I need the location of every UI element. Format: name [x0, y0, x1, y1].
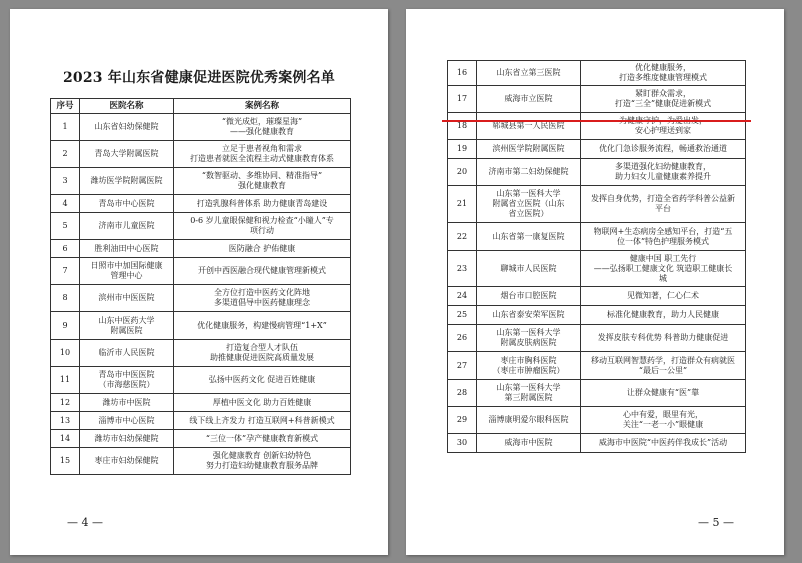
row-case: 见微知著，仁心仁术 [581, 287, 746, 306]
row-case: 多渠道强化妇幼健康教育， 助力妇女儿童健康素养提升 [581, 159, 746, 186]
header-hospital: 医院名称 [80, 99, 174, 114]
row-case: 优化门急诊服务流程，畅通救治通道 [581, 140, 746, 159]
row-seq: 30 [448, 434, 477, 453]
table-row [448, 223, 746, 251]
row-seq: 16 [448, 61, 477, 86]
row-case: 立足于患者视角和需求 打造患者就医全流程主动式健康教育体系 [174, 141, 351, 168]
table-row [448, 61, 746, 86]
row-seq: 13 [51, 412, 80, 430]
table-row [51, 430, 351, 448]
row-seq: 5 [51, 213, 80, 240]
row-case: 强化健康教育 创新妇幼特色 努力打造妇幼健康教育服务品牌 [174, 448, 351, 475]
row-hospital: 山东第一医科大学 附属皮肤病医院 [477, 325, 581, 352]
table-row [448, 86, 746, 113]
row-hospital: 山东省第一康复医院 [477, 223, 581, 251]
row-hospital: 济南市儿童医院 [80, 213, 174, 240]
table-row [51, 213, 351, 240]
row-case: 优化健康服务， 打造多维度健康管理模式 [581, 61, 746, 86]
row-case: 优化健康服务，构建慢病管理“1+X” [174, 312, 351, 340]
table-row [51, 394, 351, 412]
row-hospital: 山东省泰安荣军医院 [477, 306, 581, 325]
row-case: 全方位打造中医药文化阵地 多渠道倡导中医药健康理念 [174, 285, 351, 312]
case-table-left [50, 98, 351, 475]
row-seq: 3 [51, 168, 80, 195]
row-case: 标准化健康教育，助力人民健康 [581, 306, 746, 325]
row-seq: 19 [448, 140, 477, 159]
table-row [51, 168, 351, 195]
row-hospital: 青岛大学附属医院 [80, 141, 174, 168]
table-row [51, 340, 351, 367]
row-case: 线下线上齐发力 打造互联网+科普新模式 [174, 412, 351, 430]
row-case: 厚植中医文化 助力百姓健康 [174, 394, 351, 412]
document-page-left [10, 9, 388, 555]
row-hospital: 青岛市中心医院 [80, 195, 174, 213]
row-case: “数智驱动、多维协同、精准指导” 强化健康教育 [174, 168, 351, 195]
row-hospital: 枣庄市妇幼保健院 [80, 448, 174, 475]
table-row [51, 195, 351, 213]
row-seq: 26 [448, 325, 477, 352]
row-seq: 11 [51, 367, 80, 394]
row-seq: 25 [448, 306, 477, 325]
row-seq: 1 [51, 114, 80, 141]
row-hospital: 山东省妇幼保健院 [80, 114, 174, 141]
row-seq: 7 [51, 258, 80, 285]
case-table-right [447, 60, 746, 453]
page-number: — 5 — [698, 516, 734, 529]
row-case: 开创中西医融合现代健康管理新模式 [174, 258, 351, 285]
row-seq: 22 [448, 223, 477, 251]
row-hospital: 山东省立第三医院 [477, 61, 581, 86]
row-seq: 27 [448, 352, 477, 380]
row-case: 紧盯群众需求， 打造“三全”健康促进新模式 [581, 86, 746, 113]
row-case: 为健康守护，为爱出发， 安心护理送到家 [581, 113, 746, 140]
row-hospital: 潍坊市妇幼保健院 [80, 430, 174, 448]
row-hospital: 济南市第二妇幼保健院 [477, 159, 581, 186]
row-hospital: 郓城县第一人民医院 [477, 113, 581, 140]
table-row [448, 306, 746, 325]
row-seq: 12 [51, 394, 80, 412]
table-row [448, 352, 746, 380]
document-title: 2023 年山东省健康促进医院优秀案例名单 [62, 70, 336, 86]
header-seq: 序号 [51, 99, 80, 114]
row-hospital: 山东第一医科大学 附属省立医院（山东 省立医院） [477, 186, 581, 223]
table-row [51, 285, 351, 312]
row-hospital: 烟台市口腔医院 [477, 287, 581, 306]
row-hospital: 山东中医药大学 附属医院 [80, 312, 174, 340]
row-seq: 10 [51, 340, 80, 367]
table-row [448, 251, 746, 287]
row-seq: 8 [51, 285, 80, 312]
row-hospital: 滨州市中医医院 [80, 285, 174, 312]
row-hospital: 青岛市中医医院 （市海慈医院） [80, 367, 174, 394]
document-page-right [406, 9, 784, 555]
row-hospital: 胜利油田中心医院 [80, 240, 174, 258]
row-seq: 24 [448, 287, 477, 306]
row-seq: 2 [51, 141, 80, 168]
row-seq: 21 [448, 186, 477, 223]
row-case: 移动互联网智慧药学，打造群众有病就医 “最后一公里” [581, 352, 746, 380]
row-seq: 20 [448, 159, 477, 186]
row-case: 打造乳腺科普体系 助力健康青岛建设 [174, 195, 351, 213]
row-seq: 6 [51, 240, 80, 258]
table-row [51, 312, 351, 340]
row-hospital: 潍坊市中医院 [80, 394, 174, 412]
table-row [448, 325, 746, 352]
table-row [51, 258, 351, 285]
row-hospital: 威海市立医院 [477, 86, 581, 113]
row-hospital: 临沂市人民医院 [80, 340, 174, 367]
table-header-row [51, 99, 351, 114]
table-row [448, 407, 746, 434]
table-row [448, 186, 746, 223]
row-case: 发挥自身优势，打造全省药学科普公益新 平台 [581, 186, 746, 223]
row-hospital: 滨州医学院附属医院 [477, 140, 581, 159]
table-row [448, 113, 746, 140]
table-row [51, 367, 351, 394]
row-case: 打造复合型人才队伍 助推健康促进医院高质量发展 [174, 340, 351, 367]
row-hospital: 潍坊医学院附属医院 [80, 168, 174, 195]
table-row [448, 159, 746, 186]
row-case: “三位一体”孕产健康教育新模式 [174, 430, 351, 448]
row-case: 威海市中医院“中医药伴我成长”活动 [581, 434, 746, 453]
row-case: “微光成炬，璀璨星海” ——强化健康教育 [174, 114, 351, 141]
table-row [51, 412, 351, 430]
table-row [448, 380, 746, 407]
table-row [448, 140, 746, 159]
row-hospital: 淄博康明爱尔眼科医院 [477, 407, 581, 434]
row-case: 发挥皮肤专科优势 科普助力健康促进 [581, 325, 746, 352]
row-seq: 18 [448, 113, 477, 140]
row-seq: 4 [51, 195, 80, 213]
row-seq: 17 [448, 86, 477, 113]
row-seq: 14 [51, 430, 80, 448]
row-seq: 9 [51, 312, 80, 340]
row-case: 0-6 岁儿童眼保健和视力检查“小瞳人”专 项行动 [174, 213, 351, 240]
row-hospital: 日照市中加国际健康 管理中心 [80, 258, 174, 285]
row-case: 心中有爱，眼里有光， 关注“一老一小”眼健康 [581, 407, 746, 434]
row-hospital: 聊城市人民医院 [477, 251, 581, 287]
row-seq: 15 [51, 448, 80, 475]
red-highlight-underline [442, 120, 751, 122]
row-hospital: 威海市中医院 [477, 434, 581, 453]
page-number: — 4 — [67, 516, 103, 529]
table-row [51, 448, 351, 475]
table-row [51, 114, 351, 141]
row-hospital: 淄博市中心医院 [80, 412, 174, 430]
row-case: 让群众健康有“医”靠 [581, 380, 746, 407]
table-row [448, 434, 746, 453]
row-seq: 29 [448, 407, 477, 434]
row-hospital: 山东第一医科大学 第三附属医院 [477, 380, 581, 407]
header-case: 案例名称 [174, 99, 351, 114]
row-hospital: 枣庄市胸科医院 （枣庄市肿瘤医院） [477, 352, 581, 380]
row-seq: 23 [448, 251, 477, 287]
table-row [51, 240, 351, 258]
row-case: 医防融合 护佑健康 [174, 240, 351, 258]
table-row [448, 287, 746, 306]
row-case: 物联网+生态病房全感知平台，打造“五 位一体”特色护理服务模式 [581, 223, 746, 251]
row-seq: 28 [448, 380, 477, 407]
row-case: 弘扬中医药文化 促进百姓健康 [174, 367, 351, 394]
table-row [51, 141, 351, 168]
row-case: 健康中国 职工先行 ——弘扬职工健康文化 筑造职工健康长 城 [581, 251, 746, 287]
